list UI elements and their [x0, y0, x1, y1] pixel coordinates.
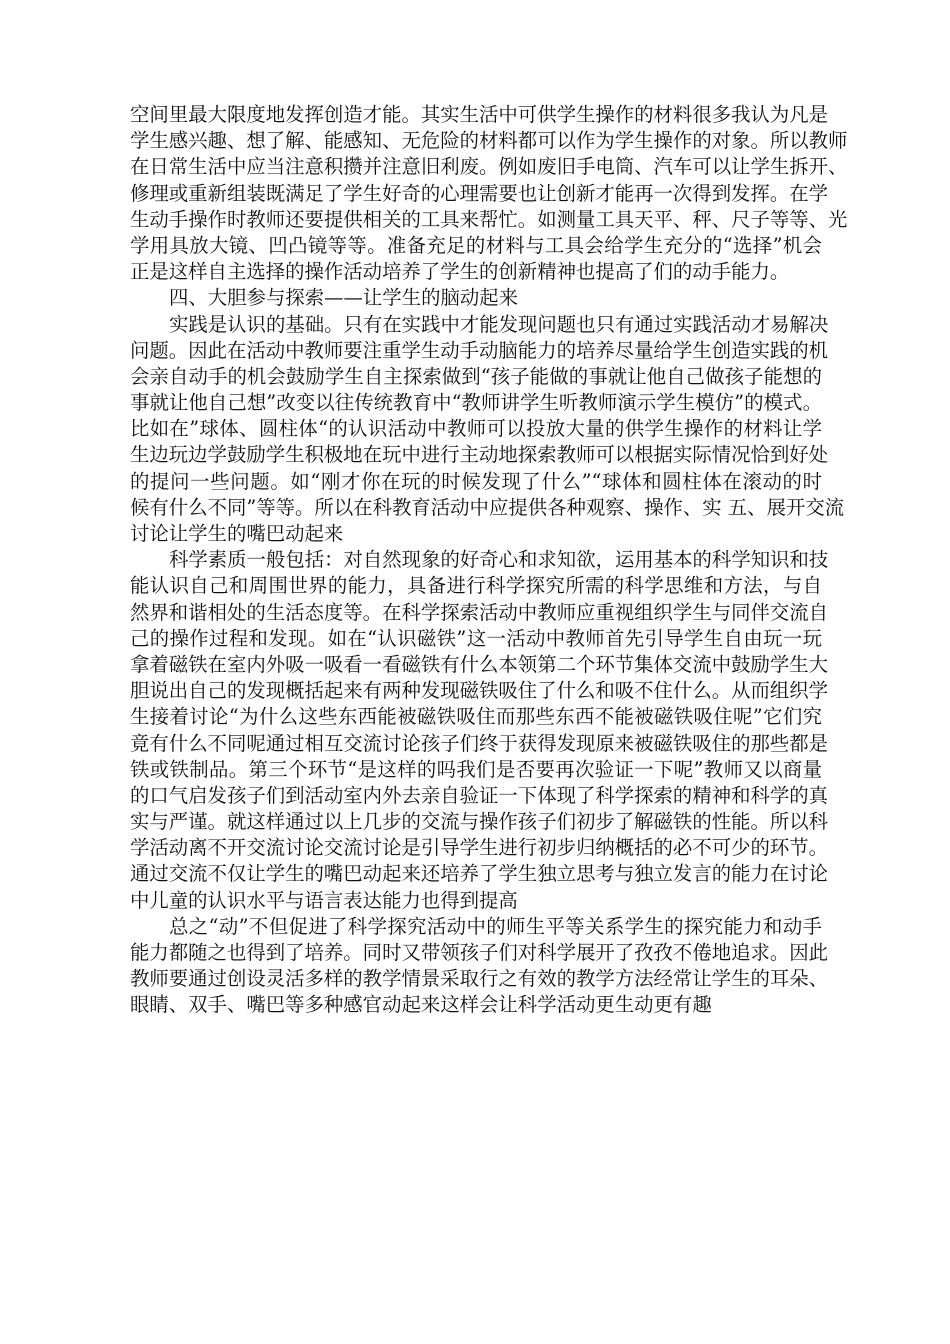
text-line: 铁或铁制品。第三个环节“是这样的吗我们是否要再次验证一下呢”教师又以商量 — [130, 757, 822, 781]
text-line: 竟有什么不同呢通过相互交流讨论孩子们终于获得发现原来被磁铁吸住的那些都是 — [130, 731, 829, 755]
text-line: 在日常生活中应当注意积攒并注意旧利废。例如废旧手电筒、汽车可以让学生拆开、 — [130, 155, 848, 179]
text-line: 会亲自动手的机会鼓励学生自主探索做到“孩子能做的事就让他自己做孩子能想的 — [130, 364, 822, 388]
text-line: 中儿童的认识水平与语言表达能力也得到提高 — [130, 888, 518, 912]
text-line: 教师要通过创设灵活多样的教学情景采取行之有效的教学方法经常让学生的耳朵、 — [130, 967, 829, 991]
text-line: 通过交流不仅让学生的嘴巴动起来还培养了学生独立思考与独立发言的能力在讨论 — [130, 862, 829, 886]
text-line: 讨论让学生的嘴巴动起来 — [130, 522, 344, 545]
text-line: 学用具放大镜、凹凸镜等等。准备充足的材料与工具会给学生充分的“选择”机会 — [130, 233, 822, 257]
text-line: 空间里最大限度地发挥创造才能。其实生活中可供学生操作的材料很多我认为凡是 — [130, 103, 829, 126]
text-line: 事就让他自己想”改变以往传统教育中“教师讲学生听教师演示学生模仿”的模式。 — [130, 391, 822, 415]
text-line: 眼睛、双手、嘴巴等多种感官动起来这样会让科学活动更生动更有趣 — [130, 993, 712, 1017]
text-line: 的口气启发孩子们到活动室内外去亲自验证一下体现了科学探索的精神和科学的真 — [130, 783, 829, 807]
document-body — [130, 102, 848, 1019]
text-line: 能认识自己和周围世界的能力，具备进行科学探究所需的科学思维和方法，与自 — [130, 574, 822, 598]
text-line: 拿着磁铁在室内外吸一吸看一看磁铁有什么本领第二个环节集体交流中鼓励学生大 — [130, 652, 829, 676]
text-line: 实与严谨。就这样通过以上几步的交流与操作孩子们初步了解磁铁的性能。所以科 — [130, 810, 829, 834]
text-line: 比如在”球体、圆柱体“的认识活动中教师可以投放大量的供学生操作的材料让学 — [130, 417, 822, 441]
text-line: 生边玩边学鼓励学生积极地在玩中进行主动地探索教师可以根据实际情况恰到好处 — [130, 443, 829, 467]
text-line: 总之“动”不但促进了科学探究活动中的师生平等关系学生的探究能力和动手 — [169, 914, 822, 938]
text-line: 胆说出自己的发现概括起来有两种发现磁铁吸住了什么和吸不住什么。从而组织学 — [130, 679, 829, 703]
text-line: 生动手操作时教师还要提供相关的工具来帮忙。如测量工具天平、秤、尺子等等、光 — [130, 207, 848, 231]
text-line: 然界和谐相处的生活态度等。在科学探索活动中教师应重视组织学生与同伴交流自 — [130, 600, 829, 624]
text-line: 问题。因此在活动中教师要注重学生动手动脑能力的培养尽量给学生创造实践的机 — [130, 338, 829, 362]
text-line: 正是这样自主选择的操作活动培养了学生的创新精神也提高了们的动手能力。 — [130, 260, 790, 284]
text-line: 候有什么不同”等等。所以在科教育活动中应提供各种观察、操作、实 五、展开交流 — [130, 495, 845, 519]
text-line: 科学素质一般包括：对自然现象的好奇心和求知欲，运用基本的科学知识和技 — [169, 548, 829, 572]
text-line: 能力都随之也得到了培养。同时又带领孩子们对科学展开了孜孜不倦地追求。因此 — [130, 941, 829, 964]
text-line: 生接着讨论“为什么这些东西能被磁铁吸住而那些东西不能被磁铁吸住呢”它们究 — [130, 705, 822, 729]
text-line: 己的操作过程和发现。如在“认识磁铁”这一活动中教师首先引导学生自由玩一玩 — [130, 626, 822, 650]
text-line: 学生感兴趣、想了解、能感知、无危险的材料都可以作为学生操作的对象。所以教师 — [130, 129, 848, 153]
text-line: 学活动离不开交流讨论交流讨论是引导学生进行初步归纳概括的必不可少的环节。 — [130, 836, 829, 860]
section-heading: 四、大胆参与探索——让学生的脑动起来 — [169, 286, 519, 310]
text-line: 修理或重新组装既满足了学生好奇的心理需要也让创新才能再一次得到发挥。在学 — [130, 181, 829, 205]
text-line: 实践是认识的基础。只有在实践中才能发现问题也只有通过实践活动才易解决 — [169, 312, 829, 336]
text-line: 的提问一些问题。如“刚才你在玩的时候发现了什么”“球体和圆柱体在滚动的时 — [130, 469, 822, 493]
